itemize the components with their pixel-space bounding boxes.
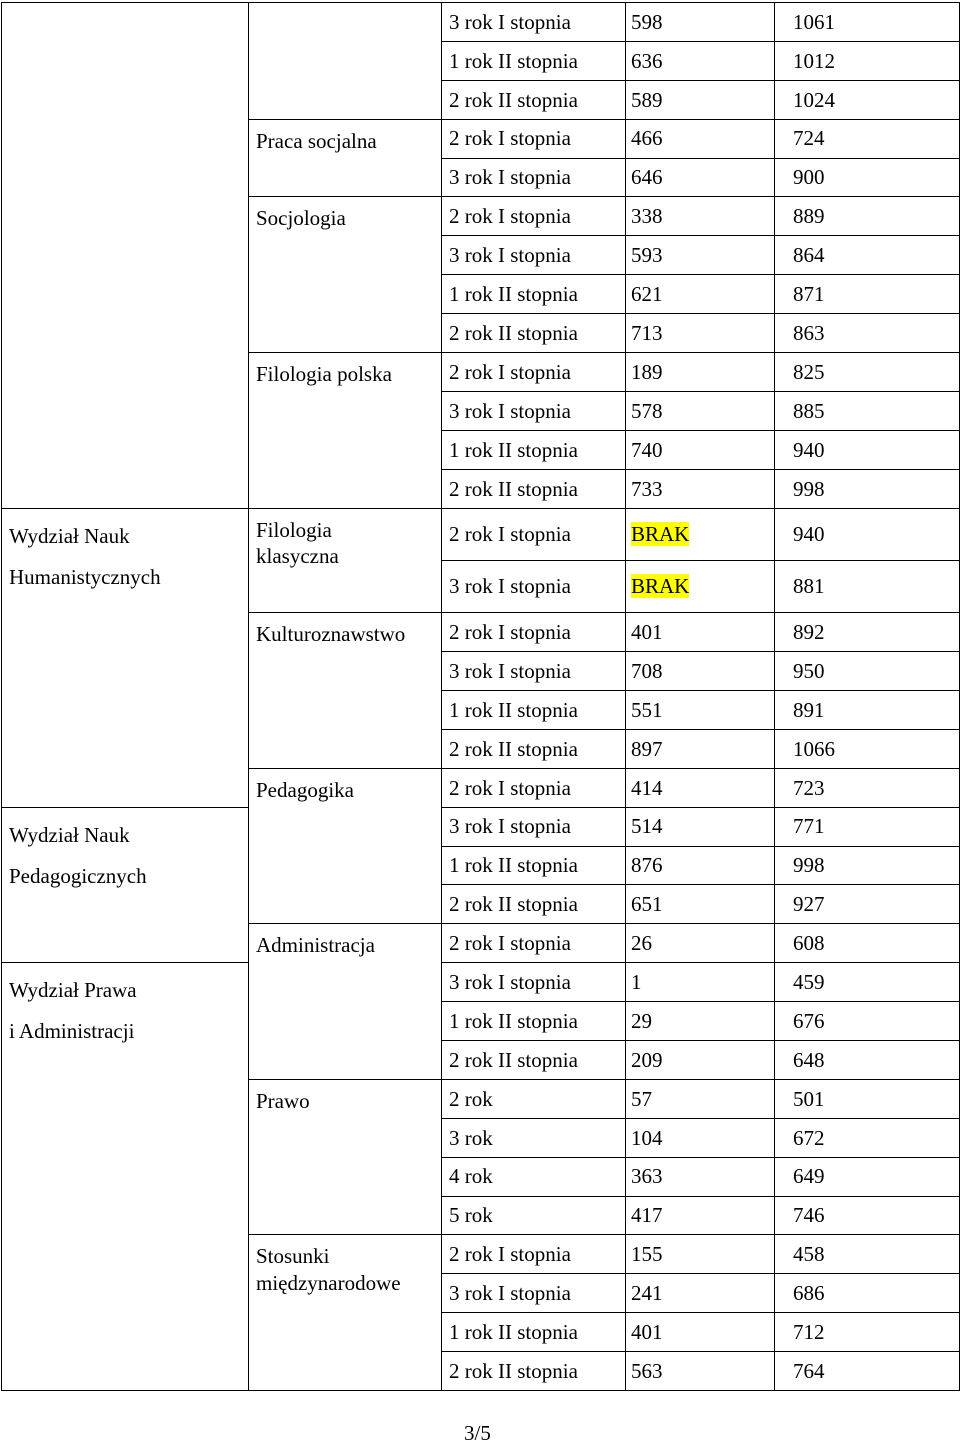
value-a-cell: 155 bbox=[626, 1235, 775, 1274]
study-year-cell: 3 rok I stopnia bbox=[442, 560, 626, 612]
study-year-cell: 1 rok II stopnia bbox=[442, 41, 626, 80]
value-b-cell: 771 bbox=[775, 807, 960, 846]
value-a-cell: 646 bbox=[626, 158, 775, 197]
study-year-cell: 2 rok I stopnia bbox=[442, 508, 626, 560]
program-cell bbox=[249, 508, 442, 613]
program-cell bbox=[249, 768, 442, 924]
value-a-cell: 104 bbox=[626, 1118, 775, 1157]
value-b-cell: 891 bbox=[775, 690, 960, 729]
program-name: międzynarodowe bbox=[256, 1270, 401, 1295]
value-a-cell bbox=[626, 508, 775, 560]
program-cell bbox=[249, 119, 442, 197]
study-year-cell: 2 rok II stopnia bbox=[442, 1352, 626, 1391]
value-b-cell: 871 bbox=[775, 275, 960, 314]
table-row bbox=[2, 508, 960, 560]
value-a-cell: 29 bbox=[626, 1002, 775, 1041]
study-year-cell: 3 rok I stopnia bbox=[442, 652, 626, 691]
value-b-cell: 1024 bbox=[775, 80, 960, 119]
value-b-cell: 825 bbox=[775, 353, 960, 392]
study-year-cell: 2 rok I stopnia bbox=[442, 119, 626, 158]
value-a-cell: 636 bbox=[626, 41, 775, 80]
program-name: Filologia bbox=[256, 517, 332, 542]
program-cell bbox=[249, 197, 442, 353]
study-year-cell: 2 rok bbox=[442, 1079, 626, 1118]
study-year-cell: 2 rok I stopnia bbox=[442, 197, 626, 236]
department-cell bbox=[2, 508, 249, 807]
study-year-cell: 2 rok I stopnia bbox=[442, 353, 626, 392]
value-a-cell: 589 bbox=[626, 80, 775, 119]
department-name: Pedagogicznych bbox=[9, 863, 147, 888]
program-name: Pedagogika bbox=[256, 777, 354, 802]
department-name: Humanistycznych bbox=[9, 564, 161, 589]
value-b-cell: 1061 bbox=[775, 3, 960, 42]
study-year-cell: 2 rok II stopnia bbox=[442, 80, 626, 119]
study-year-cell: 2 rok I stopnia bbox=[442, 768, 626, 807]
value-b-cell: 927 bbox=[775, 885, 960, 924]
value-b-cell: 608 bbox=[775, 924, 960, 963]
value-b-cell: 881 bbox=[775, 560, 960, 612]
value-b-cell: 723 bbox=[775, 768, 960, 807]
study-year-cell: 2 rok II stopnia bbox=[442, 729, 626, 768]
value-a-cell: 713 bbox=[626, 314, 775, 353]
program-name: Administracja bbox=[256, 933, 375, 958]
department-cell bbox=[2, 963, 249, 1391]
value-b-cell: 950 bbox=[775, 652, 960, 691]
study-year-cell: 3 rok I stopnia bbox=[442, 1274, 626, 1313]
program-name: klasyczna bbox=[256, 543, 339, 568]
value-b-cell: 746 bbox=[775, 1196, 960, 1235]
value-a-cell: 876 bbox=[626, 846, 775, 885]
value-a-cell: 514 bbox=[626, 807, 775, 846]
value-b-cell: 648 bbox=[775, 1040, 960, 1079]
value-a-cell: 57 bbox=[626, 1079, 775, 1118]
value-a-cell: 466 bbox=[626, 119, 775, 158]
value-a-cell: 897 bbox=[626, 729, 775, 768]
program-cell bbox=[249, 924, 442, 1080]
value-b-cell: 998 bbox=[775, 846, 960, 885]
value-b-cell: 712 bbox=[775, 1313, 960, 1352]
value-b-cell: 649 bbox=[775, 1157, 960, 1196]
value-b-cell: 724 bbox=[775, 119, 960, 158]
value-b-cell: 940 bbox=[775, 430, 960, 469]
value-a-cell: 621 bbox=[626, 275, 775, 314]
study-year-cell: 3 rok I stopnia bbox=[442, 807, 626, 846]
program-name: Socjologia bbox=[256, 206, 346, 231]
study-year-cell: 3 rok I stopnia bbox=[442, 236, 626, 275]
study-year-cell: 2 rok II stopnia bbox=[442, 314, 626, 353]
department-name: Wydział Prawa bbox=[9, 978, 137, 1003]
program-cell bbox=[249, 1235, 442, 1391]
study-year-cell: 1 rok II stopnia bbox=[442, 275, 626, 314]
value-a-cell: 740 bbox=[626, 430, 775, 469]
program-name: Kulturoznawstwo bbox=[256, 622, 406, 647]
value-a-cell: 189 bbox=[626, 353, 775, 392]
study-year-cell: 3 rok I stopnia bbox=[442, 158, 626, 197]
study-year-cell: 2 rok II stopnia bbox=[442, 885, 626, 924]
value-a-cell: 578 bbox=[626, 391, 775, 430]
value-a-cell: 551 bbox=[626, 690, 775, 729]
value-b-cell: 889 bbox=[775, 197, 960, 236]
value-b-cell: 1066 bbox=[775, 729, 960, 768]
value-a-cell: 598 bbox=[626, 3, 775, 42]
study-year-cell: 1 rok II stopnia bbox=[442, 1002, 626, 1041]
program-name: Prawo bbox=[256, 1088, 310, 1113]
program-cell bbox=[249, 353, 442, 509]
department-cell bbox=[2, 807, 249, 963]
study-year-cell: 2 rok I stopnia bbox=[442, 924, 626, 963]
value-b-cell: 672 bbox=[775, 1118, 960, 1157]
department-cell bbox=[2, 3, 249, 509]
value-a-cell: 417 bbox=[626, 1196, 775, 1235]
study-year-cell: 1 rok II stopnia bbox=[442, 846, 626, 885]
value-b-cell: 1012 bbox=[775, 41, 960, 80]
program-name: Praca socjalna bbox=[256, 128, 377, 153]
study-year-cell: 1 rok II stopnia bbox=[442, 1313, 626, 1352]
study-year-cell: 1 rok II stopnia bbox=[442, 690, 626, 729]
study-year-cell: 3 rok I stopnia bbox=[442, 391, 626, 430]
study-year-cell: 5 rok bbox=[442, 1196, 626, 1235]
table-row bbox=[2, 3, 960, 42]
study-year-cell: 3 rok bbox=[442, 1118, 626, 1157]
value-b-cell: 764 bbox=[775, 1352, 960, 1391]
value-a-cell: 1 bbox=[626, 963, 775, 1002]
study-year-cell: 4 rok bbox=[442, 1157, 626, 1196]
value-a-cell: 414 bbox=[626, 768, 775, 807]
value-a-cell: 593 bbox=[626, 236, 775, 275]
value-a-cell: 26 bbox=[626, 924, 775, 963]
value-a-cell: 651 bbox=[626, 885, 775, 924]
study-year-cell: 1 rok II stopnia bbox=[442, 430, 626, 469]
value-b-cell: 458 bbox=[775, 1235, 960, 1274]
program-name: Filologia polska bbox=[256, 362, 392, 387]
study-year-cell: 2 rok I stopnia bbox=[442, 613, 626, 652]
department-name: Wydział Nauk bbox=[9, 822, 130, 847]
table-row bbox=[2, 807, 960, 846]
value-b-cell: 892 bbox=[775, 613, 960, 652]
value-a-cell: 401 bbox=[626, 613, 775, 652]
table-row bbox=[2, 963, 960, 1002]
enrollment-table bbox=[1, 2, 960, 1391]
value-a-cell: 563 bbox=[626, 1352, 775, 1391]
value-b-cell: 686 bbox=[775, 1274, 960, 1313]
department-name: i Administracji bbox=[9, 1019, 135, 1044]
study-year-cell: 3 rok I stopnia bbox=[442, 963, 626, 1002]
missing-value-highlight: BRAK bbox=[631, 522, 690, 547]
value-b-cell: 501 bbox=[775, 1079, 960, 1118]
value-b-cell: 676 bbox=[775, 1002, 960, 1041]
value-a-cell bbox=[626, 560, 775, 612]
missing-value-highlight: BRAK bbox=[631, 574, 690, 599]
value-a-cell: 209 bbox=[626, 1040, 775, 1079]
value-a-cell: 733 bbox=[626, 469, 775, 508]
value-b-cell: 885 bbox=[775, 391, 960, 430]
study-year-cell: 2 rok II stopnia bbox=[442, 469, 626, 508]
study-year-cell: 2 rok II stopnia bbox=[442, 1040, 626, 1079]
value-b-cell: 864 bbox=[775, 236, 960, 275]
program-name: Stosunki bbox=[256, 1244, 330, 1269]
program-cell bbox=[249, 3, 442, 120]
value-a-cell: 241 bbox=[626, 1274, 775, 1313]
study-year-cell: 2 rok I stopnia bbox=[442, 1235, 626, 1274]
value-a-cell: 363 bbox=[626, 1157, 775, 1196]
program-cell bbox=[249, 1079, 442, 1235]
program-cell bbox=[249, 613, 442, 769]
page-number: 3/5 bbox=[464, 1421, 491, 1445]
value-b-cell: 900 bbox=[775, 158, 960, 197]
value-b-cell: 998 bbox=[775, 469, 960, 508]
value-b-cell: 459 bbox=[775, 963, 960, 1002]
value-b-cell: 940 bbox=[775, 508, 960, 560]
value-b-cell: 863 bbox=[775, 314, 960, 353]
study-year-cell: 3 rok I stopnia bbox=[442, 3, 626, 42]
value-a-cell: 338 bbox=[626, 197, 775, 236]
department-name: Wydział Nauk bbox=[9, 523, 130, 548]
value-a-cell: 708 bbox=[626, 652, 775, 691]
value-a-cell: 401 bbox=[626, 1313, 775, 1352]
